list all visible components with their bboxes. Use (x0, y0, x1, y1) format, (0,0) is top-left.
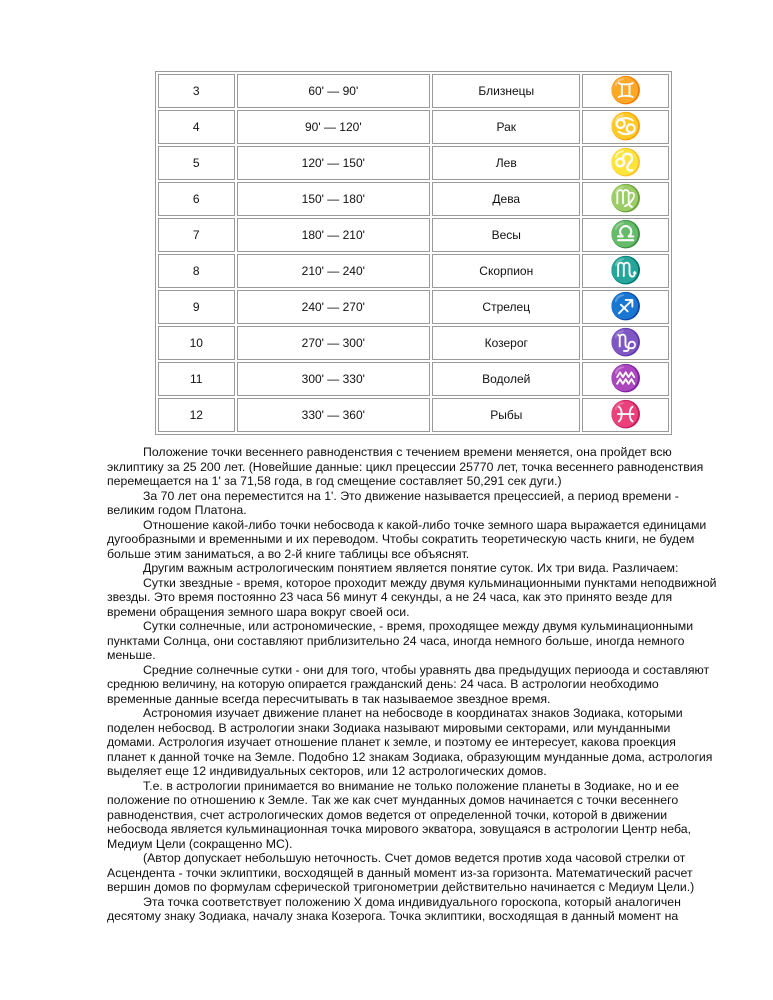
table-row (158, 362, 669, 396)
zodiac-symbol-cell (582, 362, 669, 396)
degree-range: 240' — 270' (237, 290, 431, 324)
row-number: 3 (158, 74, 235, 108)
table-row (158, 110, 669, 144)
table-row (158, 254, 669, 288)
libra-icon: ♎ (609, 220, 642, 250)
degree-range: 270' — 300' (237, 326, 431, 360)
scorpio-icon: ♏ (609, 256, 642, 286)
degree-range: 210' — 240' (237, 254, 431, 288)
row-number: 4 (158, 110, 235, 144)
zodiac-symbol-cell (582, 182, 669, 216)
degree-range: 60' — 90' (237, 74, 431, 108)
row-number: 11 (158, 362, 235, 396)
paragraph: Сутки солнечные, или астрономические, - время, проходящее между двумя кульминационными пунктами Солнца, они составляют приблизительно 24 часа, иногда немного больше, иногда немного меньше. (107, 619, 694, 662)
sign-name: Дева (432, 182, 580, 216)
body-text (107, 445, 717, 924)
paragraph: Сутки звездные - время, которое проходит между двумя кульминационными пунктами неподвижной звезды. Это время постоянно 23 часа 56 минут 4 секунды, а не 24 часа, как это принято везде для времени обращения земного шара вокруг своей оси. (107, 575, 717, 619)
table-row (158, 146, 669, 180)
table-row (158, 218, 669, 252)
degree-range: 90' — 120' (237, 110, 431, 144)
gemini-icon: ♊ (609, 76, 642, 106)
degree-range: 150' — 180' (237, 182, 431, 216)
table-row (158, 326, 669, 360)
zodiac-symbol-cell (582, 326, 669, 360)
zodiac-symbol-cell (582, 146, 669, 180)
pisces-icon: ♓ (609, 400, 642, 430)
table-row (158, 290, 669, 324)
table-row (158, 74, 669, 108)
cancer-icon: ♋ (609, 112, 642, 142)
table-row (158, 398, 669, 432)
paragraph: (Автор допускает небольшую неточность. Счет домов ведется против хода часовой стрелки от Асцендента - точки эклиптики, восходящей в данный момент из-за горизонта. Математический расчет вершин домов по формулам сферической тригонометрии действительно начинается с Медиум Цели.) (107, 851, 695, 894)
degree-range: 180' — 210' (237, 218, 431, 252)
paragraph: За 70 лет она переместится на 1'. Это движение называется прецессией, а период времени - великим годом Платона. (107, 488, 679, 517)
zodiac-table (155, 71, 672, 435)
row-number: 7 (158, 218, 235, 252)
zodiac-symbol-cell (582, 398, 669, 432)
row-number: 5 (158, 146, 235, 180)
row-number: 12 (158, 398, 235, 432)
zodiac-symbol-cell (582, 218, 669, 252)
sign-name: Водолей (432, 362, 580, 396)
degree-range: 120' — 150' (237, 146, 431, 180)
capricorn-icon: ♑ (609, 328, 642, 358)
zodiac-symbol-cell (582, 254, 669, 288)
paragraph: Положение точки весеннего равноденствия с течением времени меняется, она пройдет всю эклиптику за 25 200 лет. (Новейшие данные: цикл прецессии 25770 лет, точка весеннего равноденствия перемещается на 1' за 71,58 года, в год смещение составляет 50,291 сек дуги.) (107, 445, 704, 488)
leo-icon: ♌ (609, 148, 642, 178)
row-number: 8 (158, 254, 235, 288)
zodiac-table-body (158, 74, 669, 432)
virgo-icon: ♍ (609, 184, 642, 214)
paragraph: Другим важным астрологическим понятием является понятие суток. Их три вида. Различаем: (143, 561, 679, 575)
degree-range: 330' — 360' (237, 398, 431, 432)
sagittarius-icon: ♐ (609, 292, 642, 322)
sign-name: Близнецы (432, 74, 580, 108)
table-row (158, 182, 669, 216)
zodiac-symbol-cell (582, 74, 669, 108)
row-number: 9 (158, 290, 235, 324)
paragraph: Т.е. в астрологии принимается во внимание не только положение планеты в Зодиаке, но и ее положение по отношению к Земле. Так же как счет мунданных домов начинается с точки весеннего равноденствия, счет астрологических домов ведется от определенной точки, которой в движении небосвода является кульминационная точка мирового экватора, зовущаяся в астрологии Центр неба, Медиум Цели (сокращенно МС). (107, 778, 692, 851)
paragraph: Средние солнечные сутки - они для того, чтобы уравнять два предыдущих периоода и составляют среднюю величину, на которую опирается гражданский день: 24 часа. В астрологии необходимо временные данные всегда пересчитывать в так называемое звездное время. (107, 662, 710, 706)
row-number: 10 (158, 326, 235, 360)
sign-name: Весы (432, 218, 580, 252)
sign-name: Стрелец (432, 290, 580, 324)
sign-name: Лев (432, 146, 580, 180)
sign-name: Козерог (432, 326, 580, 360)
zodiac-symbol-cell (582, 110, 669, 144)
row-number: 6 (158, 182, 235, 216)
zodiac-symbol-cell (582, 290, 669, 324)
paragraph: Эта точка соответствует положению X дома индивидуального гороскопа, который аналогичен десятому знаку Зодиака, началу знака Козерога. Точка эклиптики, восходящая в данный момент на (107, 894, 681, 923)
sign-name: Рак (432, 110, 580, 144)
aquarius-icon: ♒ (609, 364, 642, 394)
sign-name: Скорпион (432, 254, 580, 288)
paragraph: Астрономия изучает движение планет на небосводе в координатах знаков Зодиака, которыми поделен небосвод. В астрологии знаки Зодиака называют мировыми секторами, или мунданными домами. Астрология изучает отношение планет к земле, и поэтому ее интересует, какова проекция планет к данной точке на Земле. Подобно 12 знакам Зодиака, образующим мунданные дома, астрология выделяет еще 12 индивидуальных секторов, или 12 астрологических домов. (107, 706, 713, 778)
sign-name: Рыбы (432, 398, 580, 432)
degree-range: 300' — 330' (237, 362, 431, 396)
paragraph: Отношение какой-либо точки небосвода к какой-либо точке земного шара выражается единицами дугообразными и временными и их переводом. Чтобы сократить теоретическую часть книги, не будем больше этим заниматься, а во 2-й книге таблицы все объяснят. (107, 517, 707, 561)
